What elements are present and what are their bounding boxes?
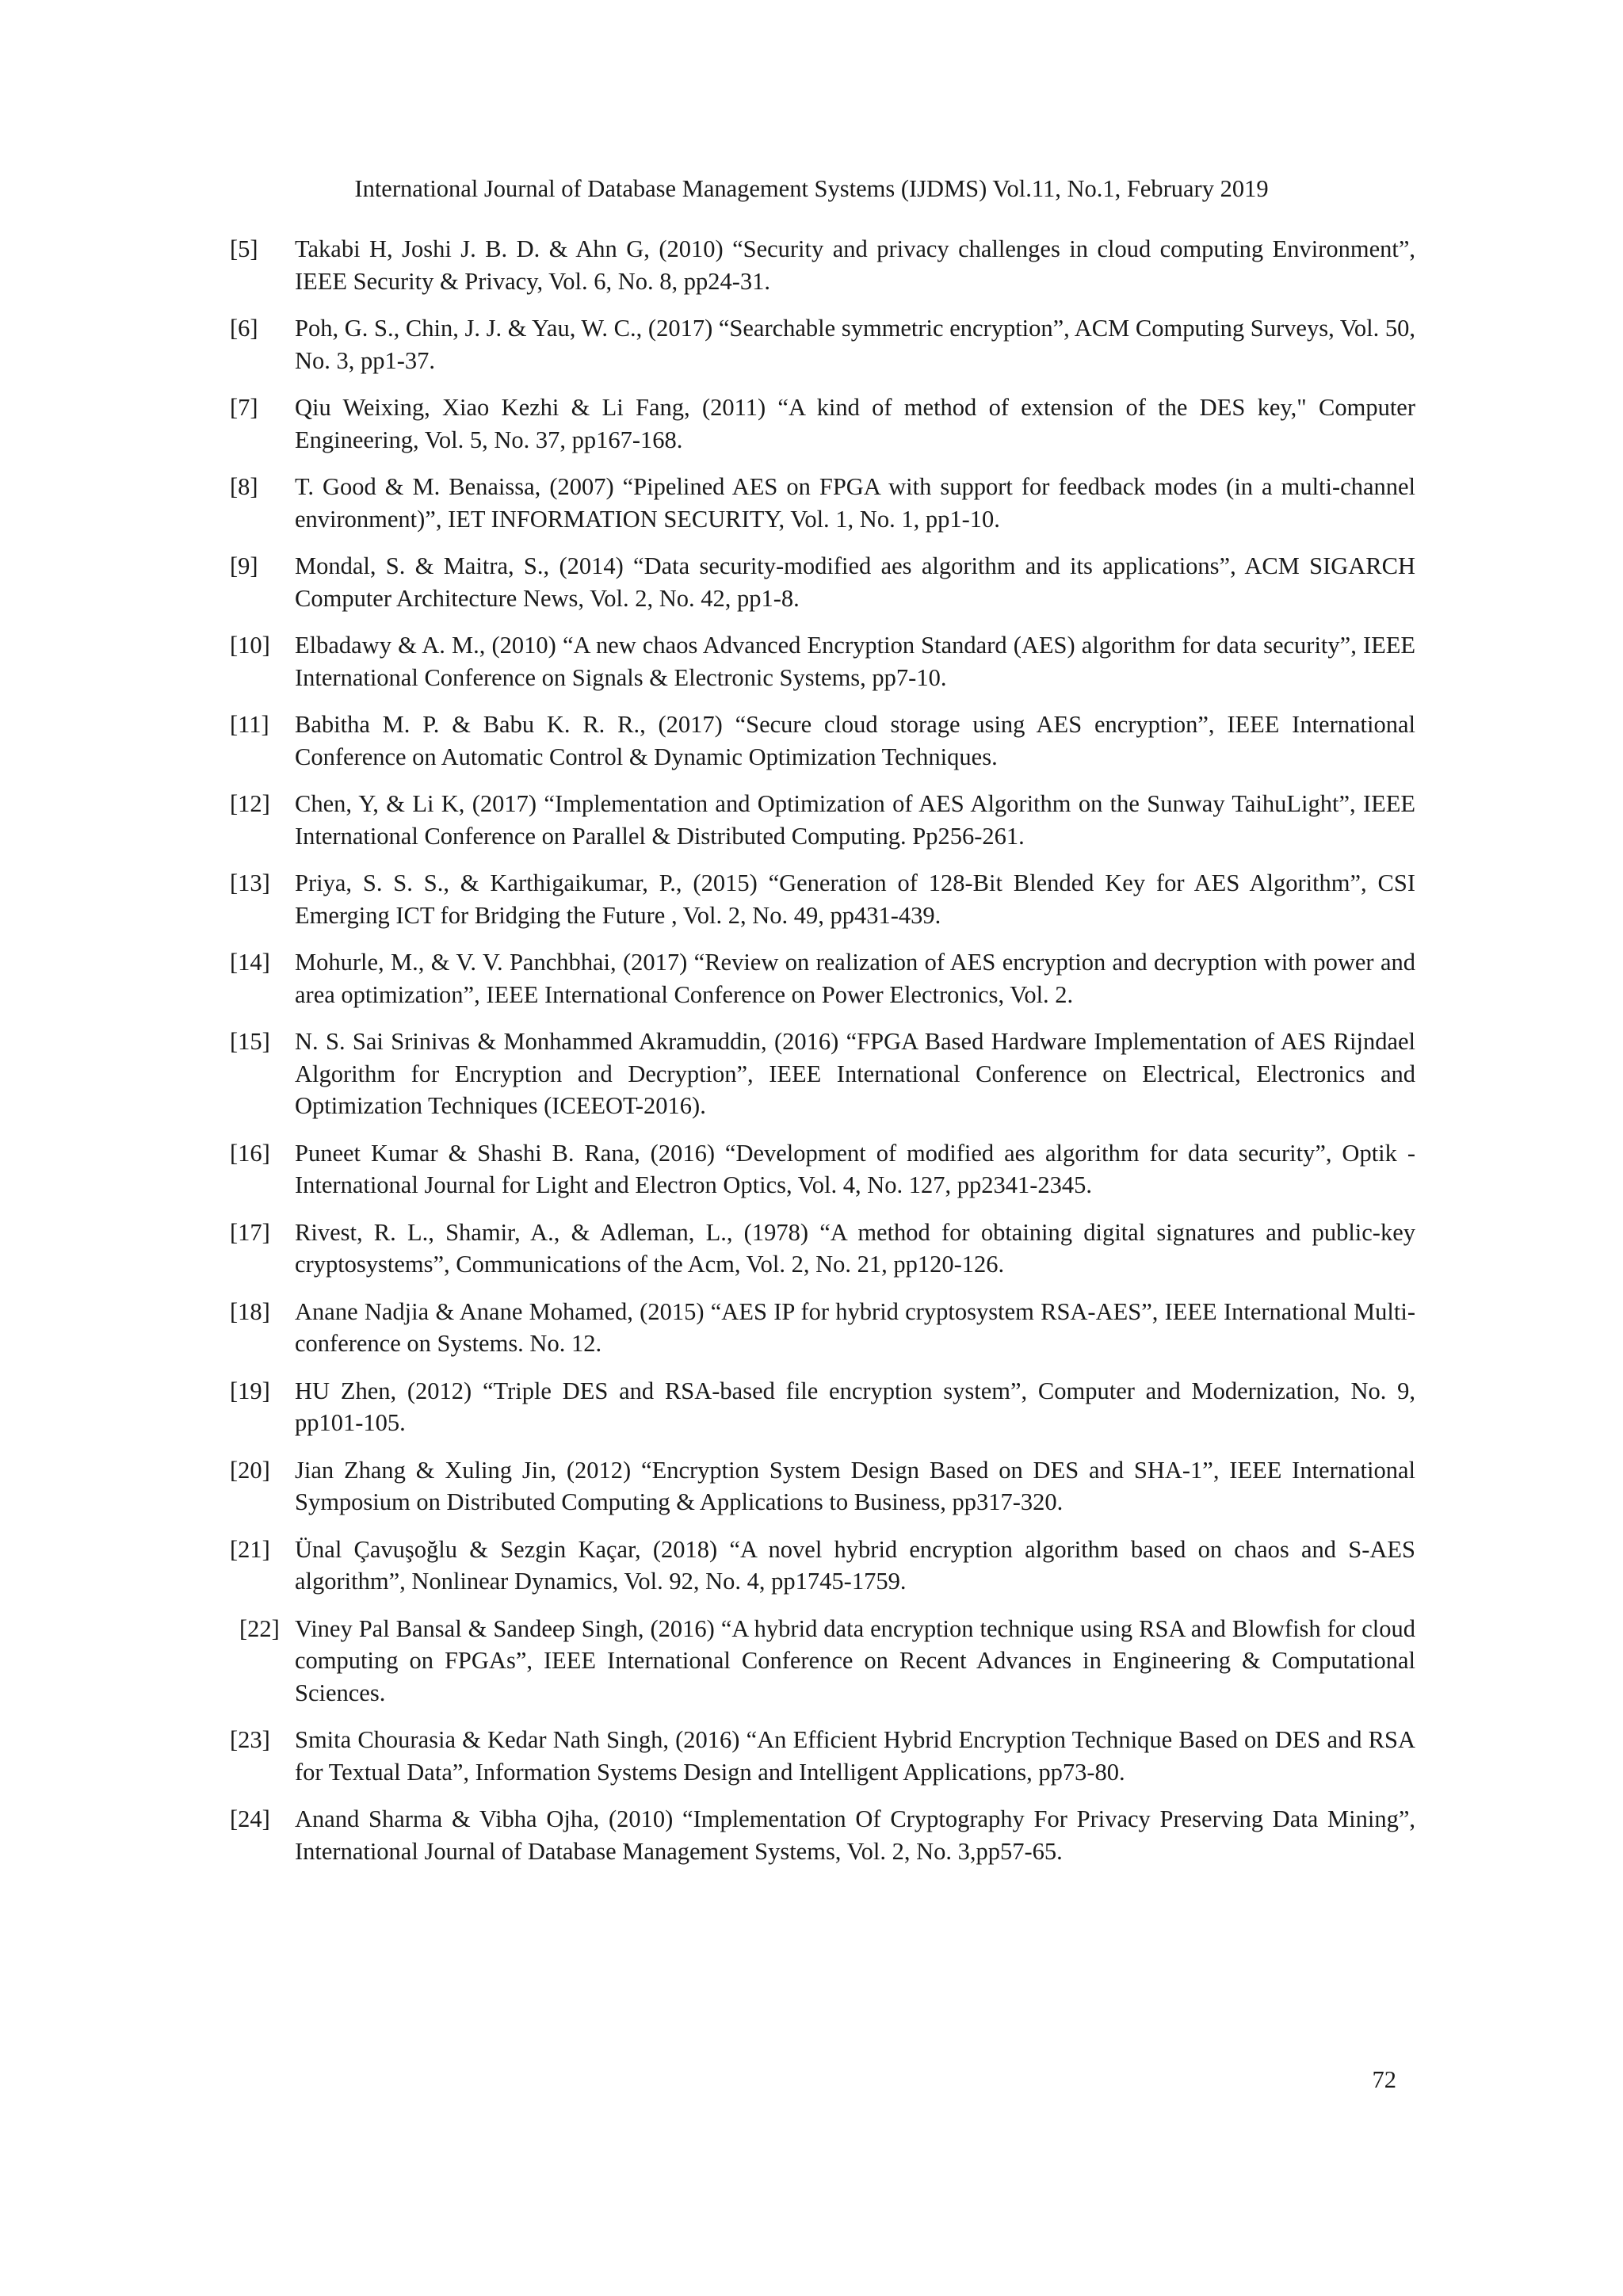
- reference-text: Qiu Weixing, Xiao Kezhi & Li Fang, (2011) “A kind of method of extension of the DES key," Computer Engineering, Vol. 5, No. 37, pp167-168.: [295, 394, 1415, 453]
- reference-number: [21]: [230, 1535, 270, 1563]
- page-number: 72: [1372, 2066, 1396, 2093]
- reference-text: Priya, S. S. S., & Karthigaikumar, P., (2015) “Generation of 128-Bit Blended Key for AES Algorithm”, CSI Emerging ICT for Bridging the Future , Vol. 2, No. 49, pp431-439.: [295, 869, 1415, 929]
- reference-text: Poh, G. S., Chin, J. J. & Yau, W. C., (2017) “Searchable symmetric encryption”, ACM Computing Surveys, Vol. 50, No. 3, pp1-37.: [295, 315, 1415, 374]
- reference-text: T. Good & M. Benaissa, (2007) “Pipelined AES on FPGA with support for feedback modes (in a multi-channel environment)”, IET INFORMATION SECURITY, Vol. 1, No. 1, pp1-10.: [295, 473, 1415, 533]
- reference-number: [15]: [230, 1028, 270, 1055]
- running-header: International Journal of Database Management Systems (IJDMS) Vol.11, No.1, February 2019: [354, 175, 1269, 202]
- reference-text: Anand Sharma & Vibha Ojha, (2010) “Implementation Of Cryptography For Privacy Preserving Data Mining”, International Journal of Database Management Systems, Vol. 2, No. 3,pp57-65.: [295, 1805, 1415, 1865]
- reference-item: [230, 1375, 1415, 1439]
- reference-number: [5]: [230, 235, 258, 262]
- reference-number: [17]: [230, 1218, 270, 1246]
- reference-number: [16]: [230, 1139, 270, 1167]
- reference-number: [24]: [230, 1805, 270, 1832]
- reference-item: [230, 1026, 1415, 1122]
- reference-number: [9]: [230, 552, 258, 579]
- reference-number: [23]: [230, 1726, 270, 1753]
- reference-item: [230, 788, 1415, 852]
- reference-item: [230, 1803, 1415, 1867]
- reference-number: [8]: [230, 473, 258, 500]
- reference-list: [230, 233, 1415, 1882]
- reference-text: Smita Chourasia & Kedar Nath Singh, (2016) “An Efficient Hybrid Encryption Technique Based on DES and RSA for Textual Data”, Information Systems Design and Intelligent Applications, pp73-80.: [295, 1726, 1415, 1786]
- reference-number: [20]: [230, 1456, 270, 1484]
- reference-item: [230, 392, 1415, 456]
- reference-number: [12]: [230, 790, 270, 817]
- reference-text: Puneet Kumar & Shashi B. Rana, (2016) “Development of modified aes algorithm for data security”, Optik - International Journal for Light and Electron Optics, Vol. 4, No. 127, pp2341-2345.: [295, 1139, 1415, 1198]
- reference-number: [18]: [230, 1297, 270, 1325]
- reference-text: Rivest, R. L., Shamir, A., & Adleman, L., (1978) “A method for obtaining digital signatures and public-key cryptosystems”, Communications of the Acm, Vol. 2, No. 21, pp120-126.: [295, 1218, 1415, 1278]
- reference-text: Viney Pal Bansal & Sandeep Singh, (2016) “A hybrid data encryption technique using RSA and Blowfish for cloud computing on FPGAs”, IEEE International Conference on Recent Advances in Engineering & Computational Sciences.: [295, 1614, 1415, 1706]
- reference-text: Takabi H, Joshi J. B. D. & Ahn G, (2010) “Security and privacy challenges in cloud computing Environment”, IEEE Security & Privacy, Vol. 6, No. 8, pp24-31.: [295, 235, 1415, 295]
- reference-number: [13]: [230, 869, 270, 896]
- reference-number: [7]: [230, 394, 258, 421]
- reference-item: [230, 629, 1415, 693]
- reference-text: Mohurle, M., & V. V. Panchbhai, (2017) “Review on realization of AES encryption and decryption with power and area optimization”, IEEE International Conference on Power Electronics, Vol. 2.: [295, 949, 1415, 1008]
- reference-item: [230, 312, 1415, 376]
- reference-number: [11]: [230, 711, 269, 738]
- reference-item: [230, 1454, 1415, 1519]
- reference-item: [230, 946, 1415, 1010]
- reference-item: [230, 1724, 1415, 1788]
- reference-item: [230, 550, 1415, 614]
- reference-text: N. S. Sai Srinivas & Monhammed Akramuddin, (2016) “FPGA Based Hardware Implementation of AES Rijndael Algorithm for Encryption and Decryption”, IEEE International Conference on Electrical, Electronics and Optimization Techniques (ICEEOT-2016).: [295, 1028, 1415, 1119]
- reference-text: HU Zhen, (2012) “Triple DES and RSA-based file encryption system”, Computer and Modernization, No. 9, pp101-105.: [295, 1377, 1415, 1436]
- reference-item: [230, 1137, 1415, 1201]
- reference-item: [230, 1534, 1415, 1598]
- reference-item: [230, 233, 1415, 297]
- reference-number: [14]: [230, 949, 270, 976]
- reference-item: [230, 1217, 1415, 1281]
- reference-item: [230, 1613, 1415, 1710]
- reference-number: [6]: [230, 315, 258, 342]
- reference-text: Chen, Y, & Li K, (2017) “Implementation and Optimization of AES Algorithm on the Sunway TaihuLight”, IEEE International Conference on Parallel & Distributed Computing. Pp256-261.: [295, 790, 1415, 850]
- reference-number: [10]: [230, 632, 270, 659]
- reference-text: Ünal Çavuşoğlu & Sezgin Kaçar, (2018) “A novel hybrid encryption algorithm based on chaos and S-AES algorithm”, Nonlinear Dynamics, Vol. 92, No. 4, pp1745-1759.: [295, 1535, 1415, 1595]
- reference-item: [230, 867, 1415, 931]
- reference-text: Anane Nadjia & Anane Mohamed, (2015) “AES IP for hybrid cryptosystem RSA-AES”, IEEE International Multi-conference on Systems. No. 12.: [295, 1297, 1415, 1357]
- reference-item: [230, 471, 1415, 535]
- reference-text: Jian Zhang & Xuling Jin, (2012) “Encryption System Design Based on DES and SHA-1”, IEEE International Symposium on Distributed Computing & Applications to Business, pp317-320.: [295, 1456, 1415, 1515]
- reference-item: [230, 1296, 1415, 1360]
- reference-number: [22]: [239, 1614, 280, 1642]
- reference-item: [230, 709, 1415, 773]
- reference-text: Mondal, S. & Maitra, S., (2014) “Data security-modified aes algorithm and its applications”, ACM SIGARCH Computer Architecture News, Vol. 2, No. 42, pp1-8.: [295, 552, 1415, 612]
- reference-text: Babitha M. P. & Babu K. R. R., (2017) “Secure cloud storage using AES encryption”, IEEE International Conference on Automatic Control & Dynamic Optimization Techniques.: [295, 711, 1415, 770]
- reference-text: Elbadawy & A. M., (2010) “A new chaos Advanced Encryption Standard (AES) algorithm for data security”, IEEE International Conference on Signals & Electronic Systems, pp7-10.: [295, 632, 1415, 691]
- reference-number: [19]: [230, 1377, 270, 1404]
